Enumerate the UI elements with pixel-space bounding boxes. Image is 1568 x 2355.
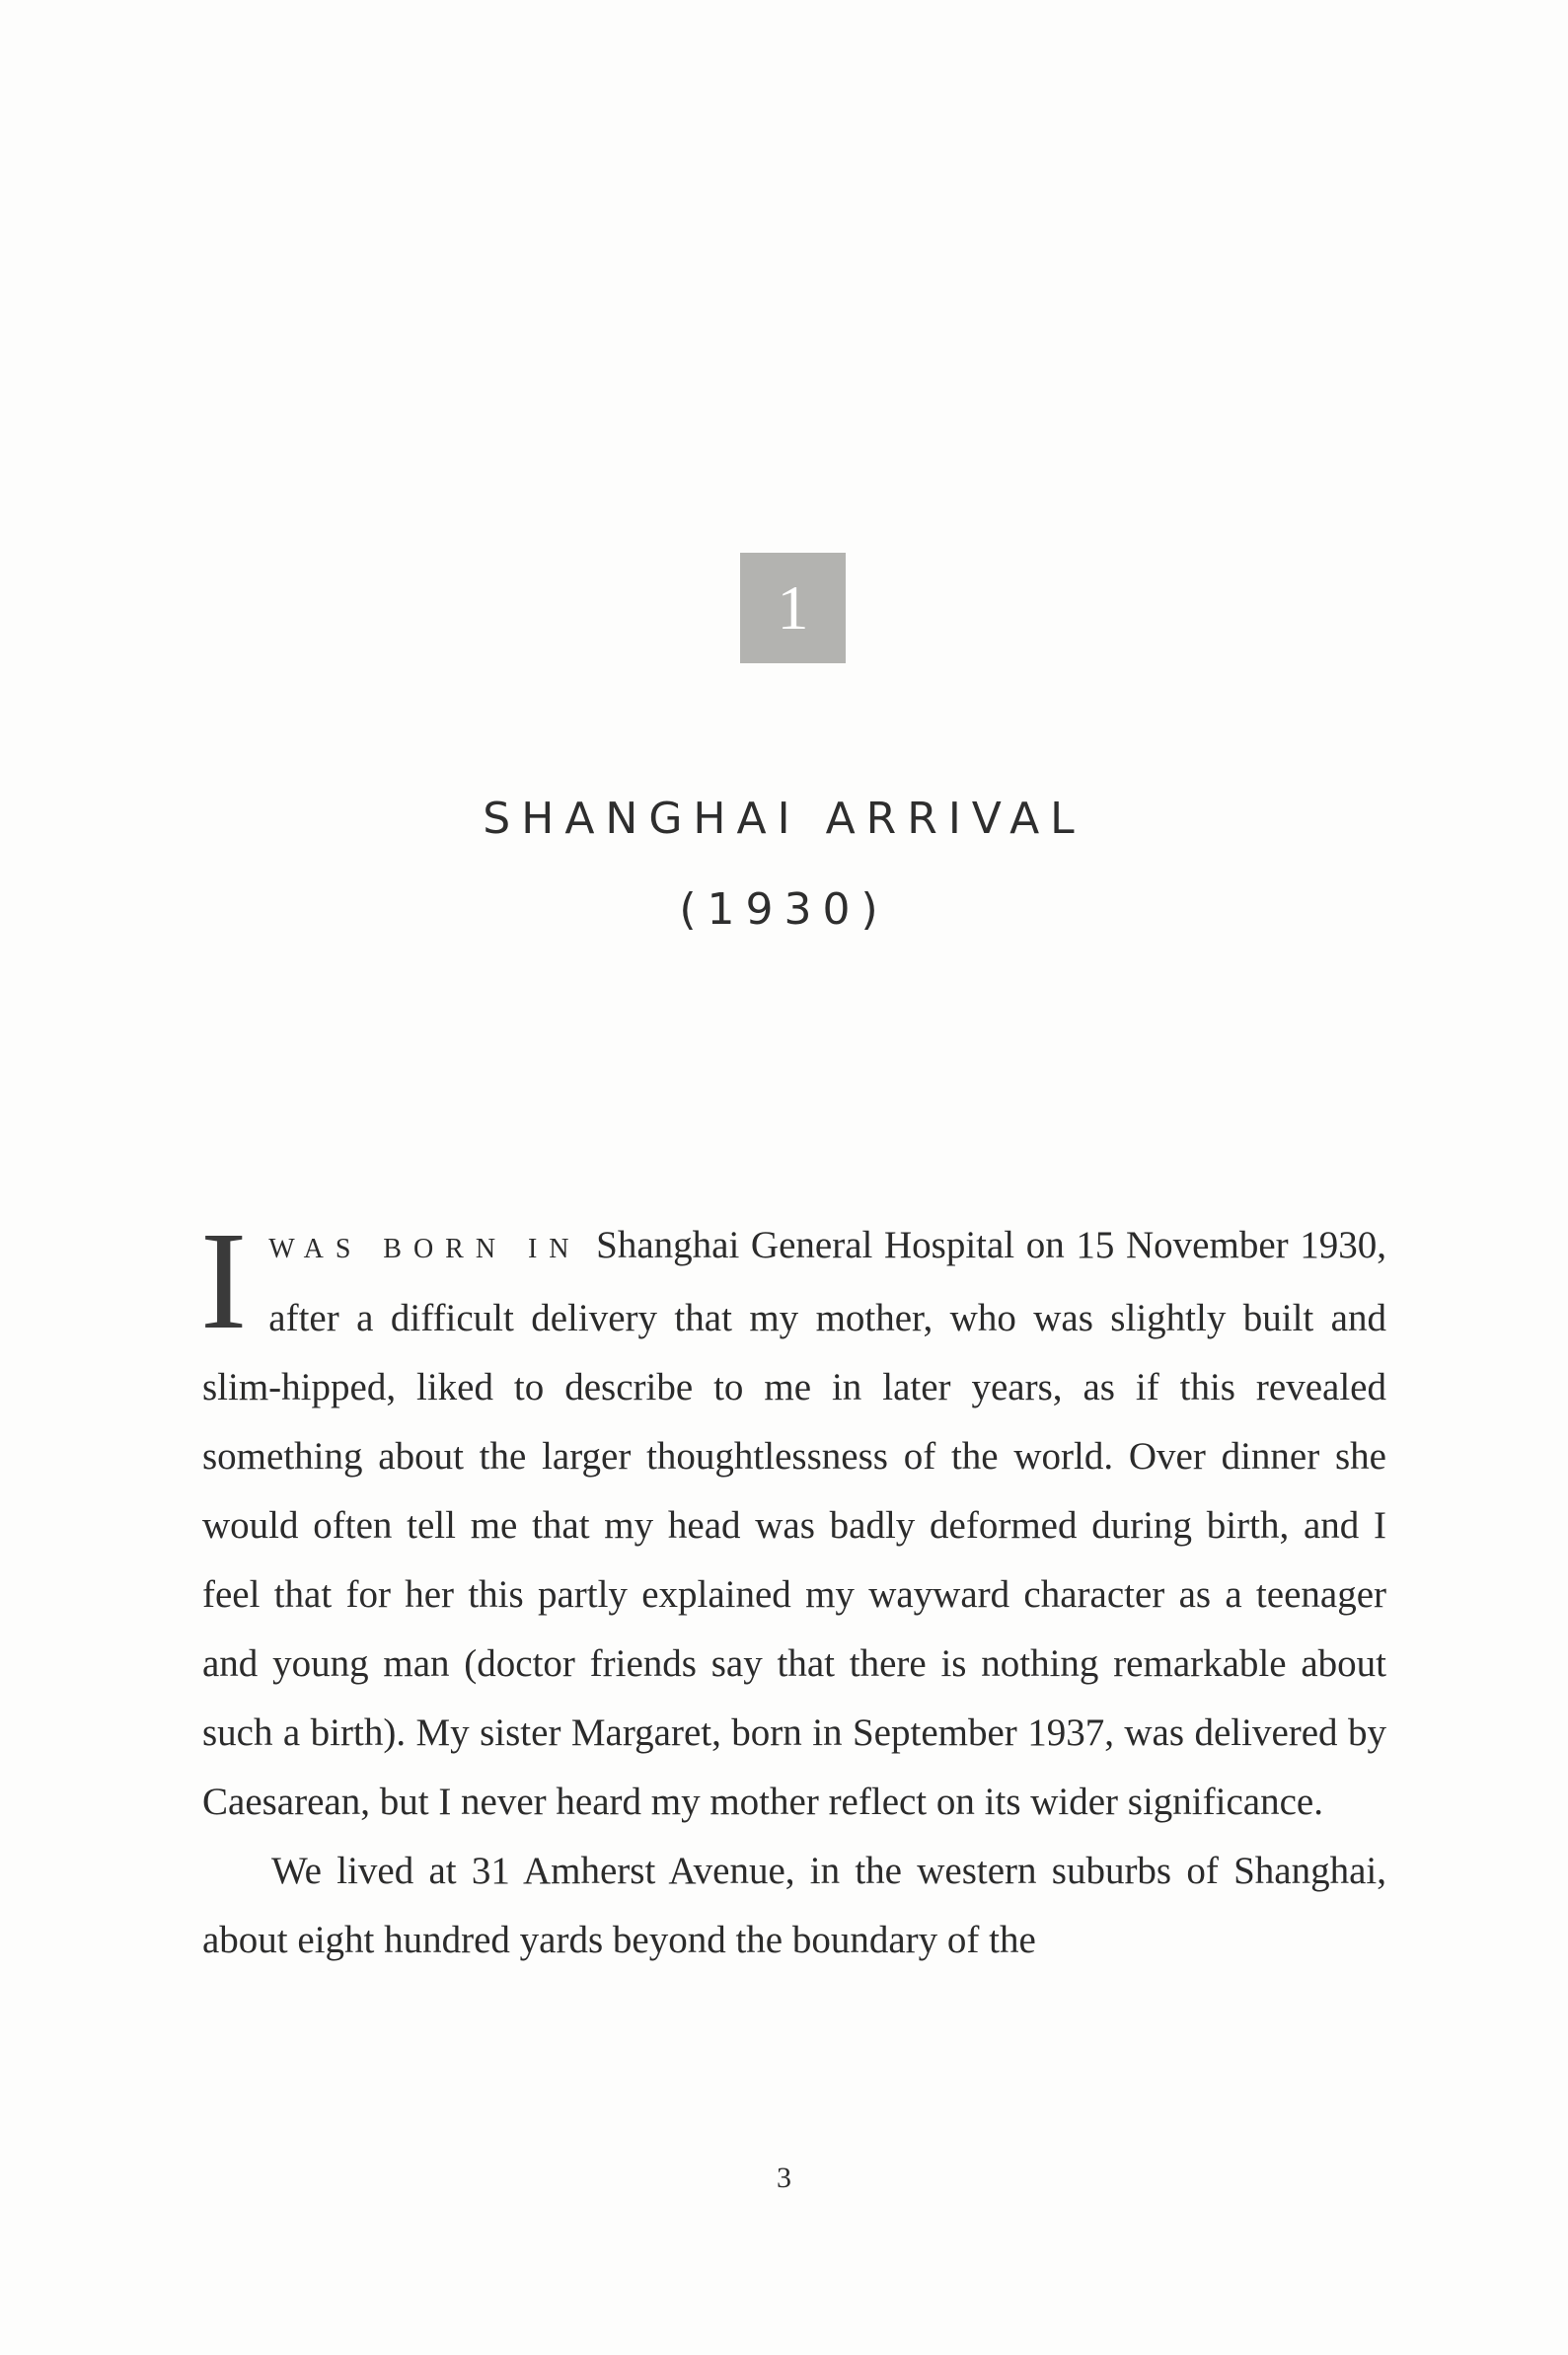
chapter-title: SHANGHAI ARRIVAL [483, 794, 1085, 844]
chapter-number-box [740, 553, 846, 663]
page-number: 3 [777, 2162, 791, 2194]
chapter-number: 1 [777, 572, 809, 643]
paragraph-2: We lived at 31 Amherst Avenue, in the western suburbs of Shanghai, about eight hundred yards beyond the boundary of the [202, 1850, 1386, 1961]
body-text [200, 1202, 1386, 1975]
chapter-year: (1930) [679, 884, 889, 935]
small-caps-opening: WAS BORN IN [268, 1234, 581, 1264]
drop-cap: I [200, 1202, 248, 1358]
paragraph-1 [200, 1202, 1386, 1837]
paragraph-1-text: Shanghai General Hospital on 15 November 1930, after a difficult delivery that my mother, who was slightly built and slim-hipped, liked to describe to me in later years, as if this revealed something about the larger thoughtlessness of the world. Over dinner she would often tell me that my head was badly deformed during birth, and I feel that for her this partly explained my wayward character as a teenager and young man (doctor friends say that there is nothing remarkable about such a birth). My sister Margaret, born in September 1937, was delivered by Caesarean, but I never heard my mother reflect on its wider significance. [202, 1224, 1386, 1823]
